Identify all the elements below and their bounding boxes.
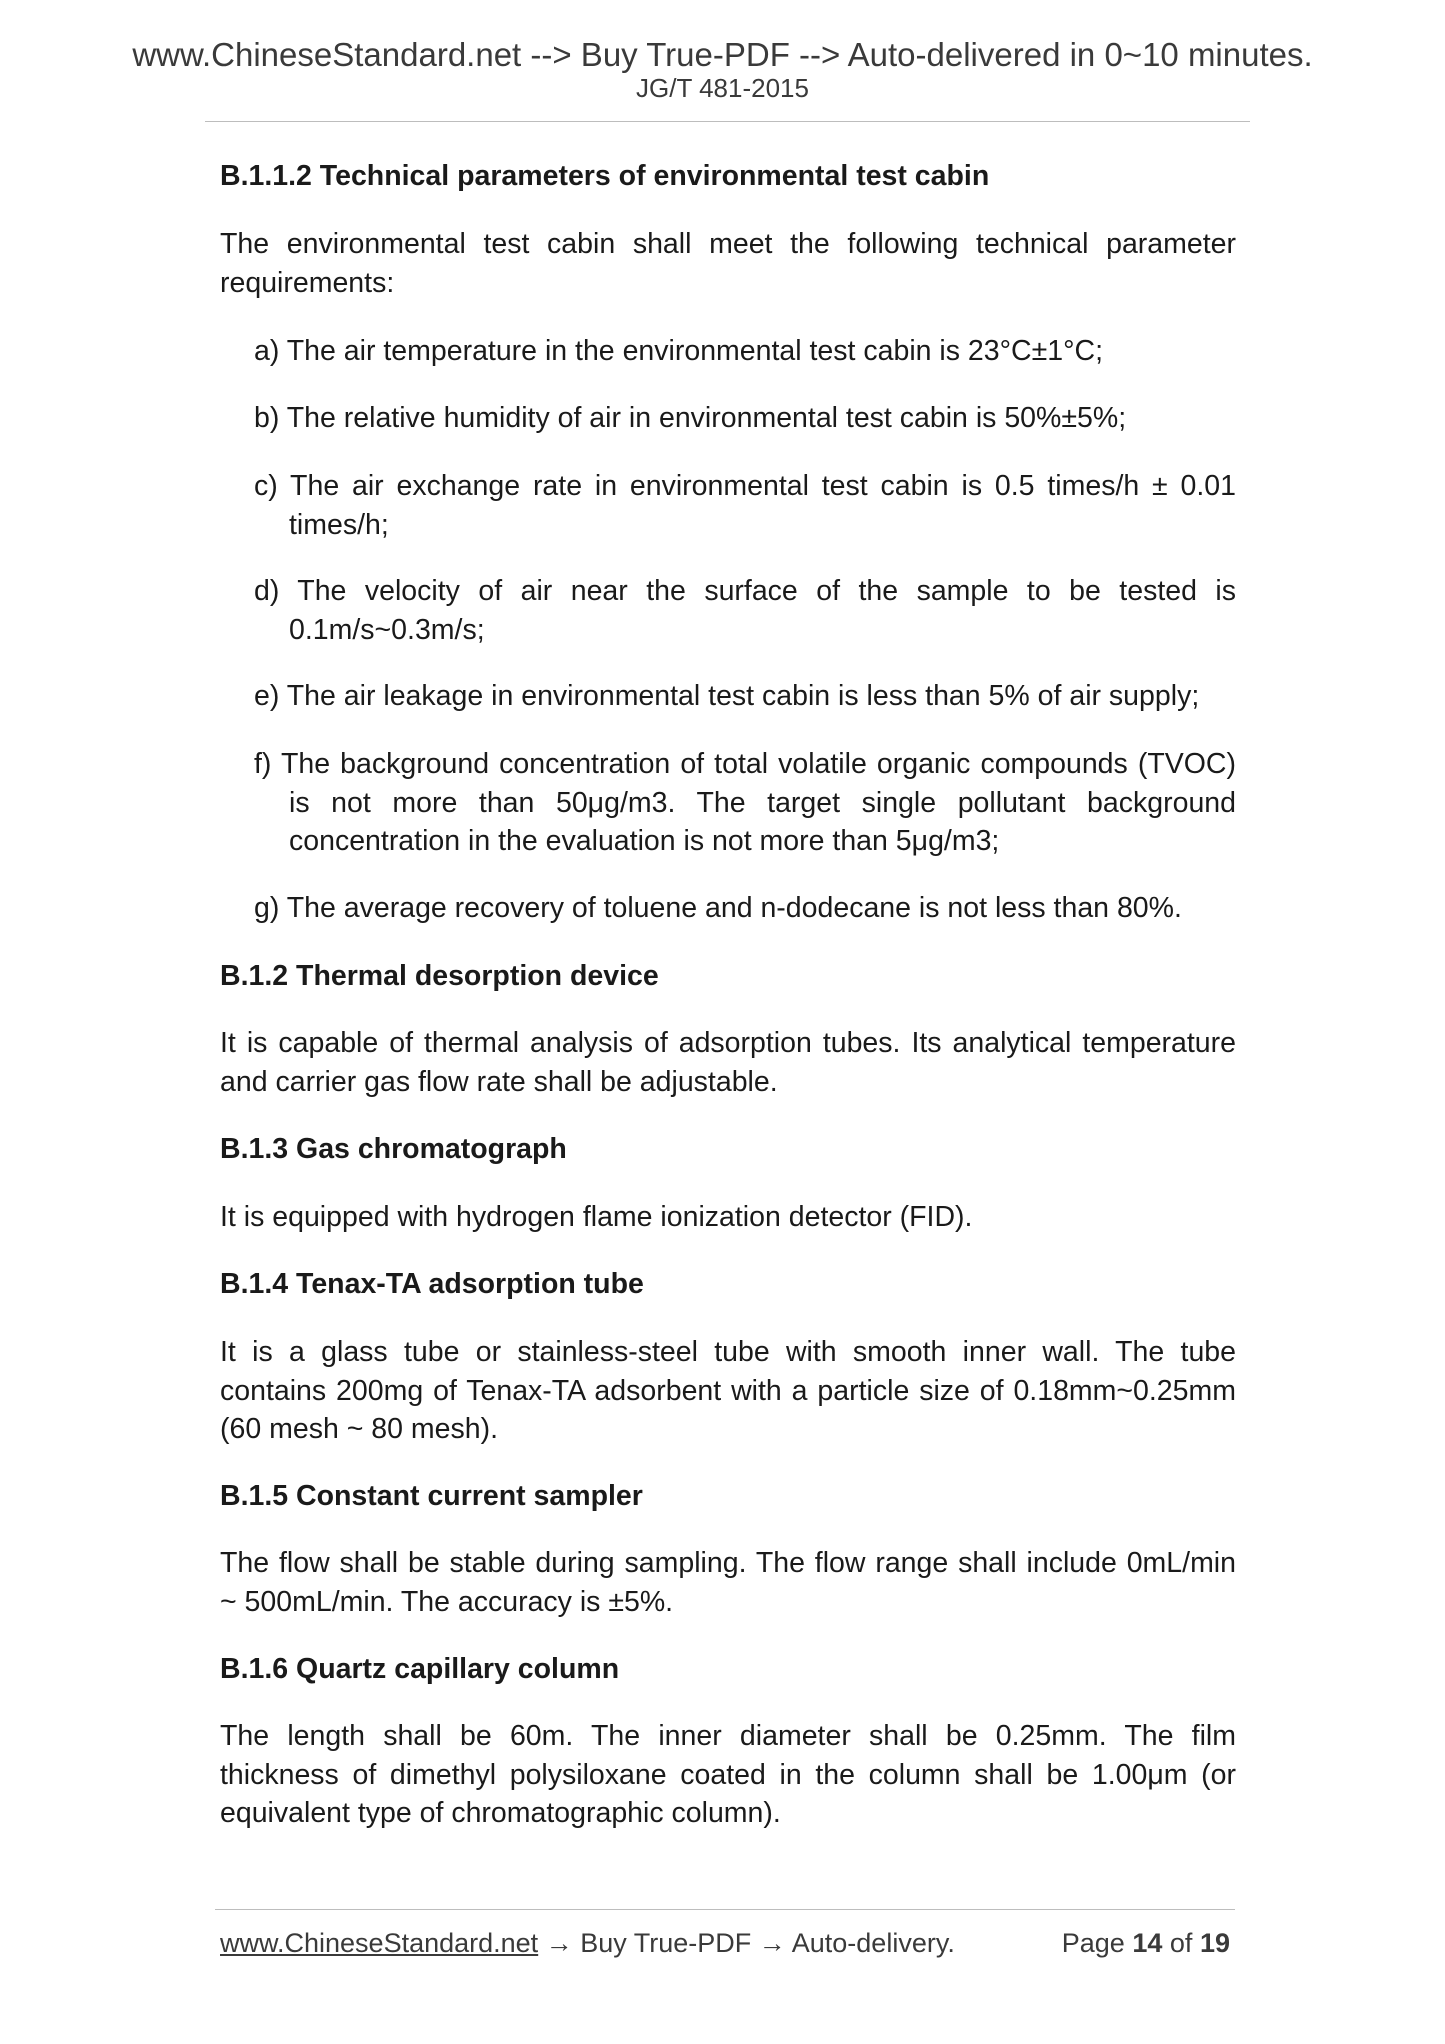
section-heading-b14: B.1.4 Tenax-TA adsorption tube — [220, 1268, 644, 1300]
footer-divider — [215, 1909, 1235, 1910]
section-heading-b15: B.1.5 Constant current sampler — [220, 1480, 643, 1512]
page-number — [1062, 1925, 1230, 1961]
section-body-b13: It is equipped with hydrogen flame ionization detector (FID). — [220, 1201, 973, 1233]
header-divider — [205, 121, 1250, 122]
list-item-f: f) The background concentration of total volatile organic compounds (TVOC) is not more than 50μg/m3. The target single pollutant background concentration in the evaluation is not more than 5μg/m3; — [254, 748, 1236, 857]
section-heading-b12: B.1.2 Thermal desorption device — [220, 960, 659, 992]
list-item-e: e) The air leakage in environmental test cabin is less than 5% of air supply; — [254, 680, 1200, 712]
section-heading-b13: B.1.3 Gas chromatograph — [220, 1133, 567, 1165]
footer-site-link[interactable]: www.ChineseStandard.net — [220, 1928, 539, 1958]
page-of: of — [1169, 1928, 1193, 1958]
page-label: Page — [1061, 1928, 1125, 1958]
section-heading-b112: B.1.1.2 Technical parameters of environmental test cabin — [220, 160, 990, 192]
page-current: 14 — [1132, 1928, 1163, 1958]
document-code: JG/T 481-2015 — [636, 73, 809, 103]
page-footer — [220, 1925, 1230, 1961]
list-item-b: b) The relative humidity of air in environmental test cabin is 50%±5%; — [254, 402, 1127, 434]
list-item-d: d) The velocity of air near the surface of the sample to be tested is 0.1m/s~0.3m/s; — [254, 575, 1236, 646]
section-body-b14: It is a glass tube or stainless-steel tube with smooth inner wall. The tube contains 200mg of Tenax-TA adsorbent with a particle size of 0.18mm~0.25mm (60 mesh ~ 80 mesh). — [220, 1336, 1236, 1445]
section-body-b16: The length shall be 60m. The inner diameter shall be 0.25mm. The film thickness of dimethyl polysiloxane coated in the column shall be 1.00μm (or equivalent type of chromatographic column). — [220, 1720, 1236, 1829]
site-banner[interactable]: www.ChineseStandard.net --> Buy True-PDF --> Auto-delivered in 0~10 minutes. — [132, 36, 1313, 73]
list-item-c: c) The air exchange rate in environmental test cabin is 0.5 times/h ± 0.01 times/h; — [254, 470, 1236, 541]
section-heading-b16: B.1.6 Quartz capillary column — [220, 1653, 620, 1685]
section-body-b15: The flow shall be stable during sampling. The flow range shall include 0mL/min ~ 500mL/min. The accuracy is ±5%. — [220, 1547, 1236, 1618]
footer-buy-text: → Buy True-PDF — [538, 1928, 759, 1958]
section-intro-b112: The environmental test cabin shall meet the following technical parameter requirements: — [220, 228, 1236, 299]
list-item-g: g) The average recovery of toluene and n-dodecane is not less than 80%. — [254, 892, 1182, 924]
footer-delivery-text: → Auto-delivery. — [758, 1928, 955, 1958]
page-total: 19 — [1199, 1928, 1230, 1958]
list-item-a: a) The air temperature in the environmental test cabin is 23°C±1°C; — [254, 335, 1103, 367]
section-body-b12: It is capable of thermal analysis of adsorption tubes. Its analytical temperature and carrier gas flow rate shall be adjustable. — [220, 1027, 1236, 1098]
